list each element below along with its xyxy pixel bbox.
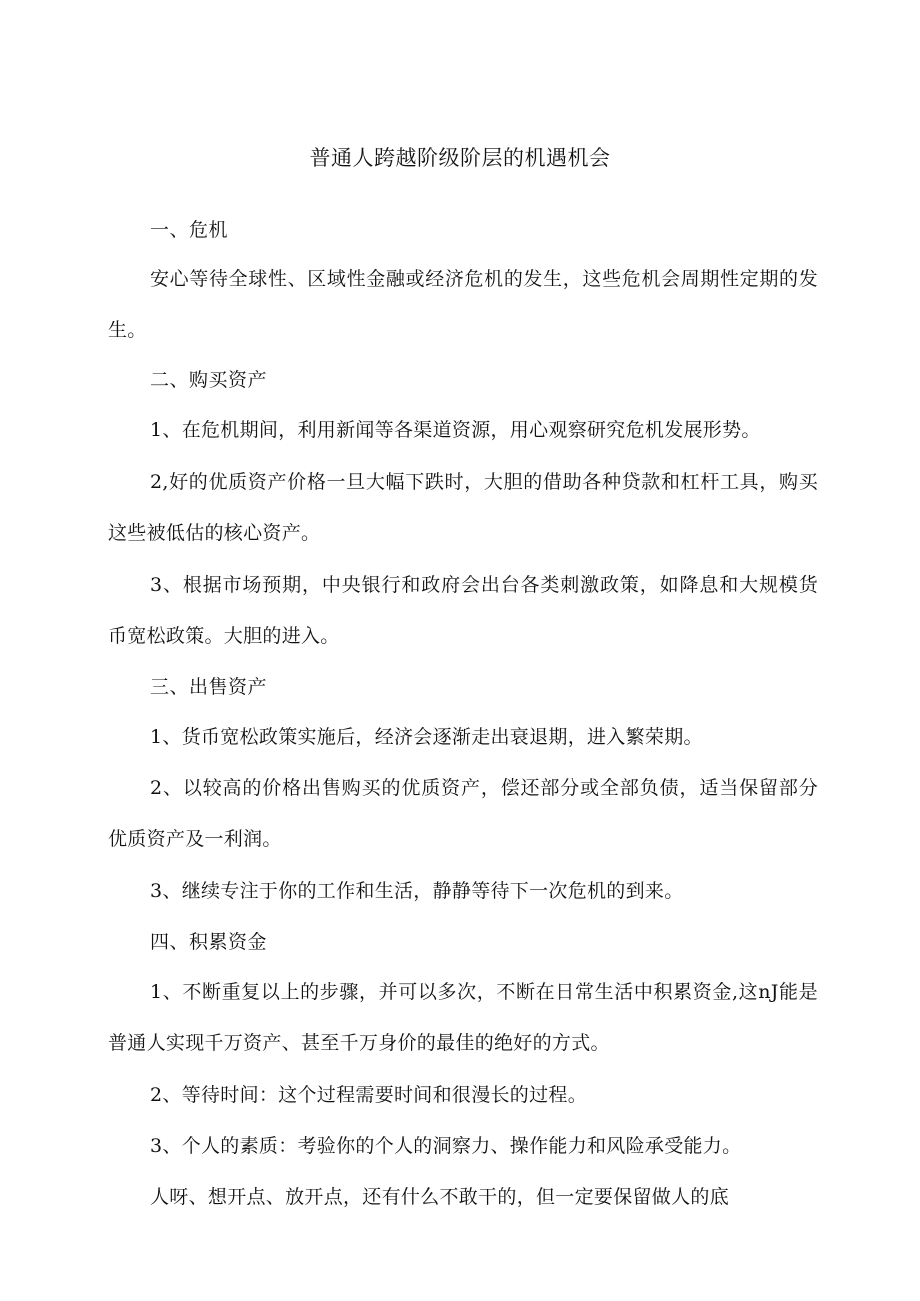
section-heading-buy-assets: 二、购买资产 — [150, 369, 268, 391]
paragraph: 3、根据市场预期，中央银行和政府会出台各类刺激政策，如降息和大规模货币宽松政策。大胆的进入。 — [108, 574, 818, 647]
paragraph: 3、继续专注于你的工作和生活，静静等待下一次危机的到来。 — [150, 880, 684, 902]
section-heading-sell-assets: 三、出售资产 — [150, 676, 268, 698]
paragraph: 安心等待全球性、区域性金融或经济危机的发生，这些危机会周期性定期的发生。 — [108, 268, 818, 341]
paragraph: 1、在危机期间，利用新闻等各渠道资源，用心观察研究危机发展形势。 — [150, 419, 761, 441]
paragraph: 1、货币宽松政策实施后，经济会逐渐走出衰退期，进入繁荣期。 — [150, 726, 703, 748]
section-heading-accumulate-funds: 四、积累资金 — [150, 931, 268, 953]
section-heading-crisis: 一、危机 — [150, 219, 229, 241]
paragraph: 2,好的优质资产价格一旦大幅下跌时，大胆的借助各种贷款和杠杆工具，购买这些被低估的核心资产。 — [108, 471, 818, 544]
document-title: 普通人跨越阶级阶层的机遇机会 — [309, 146, 611, 170]
paragraph: 2、等待时间：这个过程需要时间和很漫长的过程。 — [150, 1084, 587, 1106]
paragraph: 1、不断重复以上的步骤，并可以多次，不断在日常生活中积累资金,这nJ能是普通人实现千万资产、甚至千万身价的最佳的绝好的方式。 — [108, 981, 818, 1054]
paragraph: 2、以较高的价格出售购买的优质资产，偿还部分或全部负债，适当保留部分优质资产及一利润。 — [108, 777, 818, 850]
paragraph: 3、个人的素质：考验你的个人的洞察力、操作能力和风险承受能力。 — [150, 1135, 742, 1157]
paragraph: 人呀、想开点、放开点，还有什么不敢干的，但一定要保留做人的底 — [150, 1186, 730, 1208]
